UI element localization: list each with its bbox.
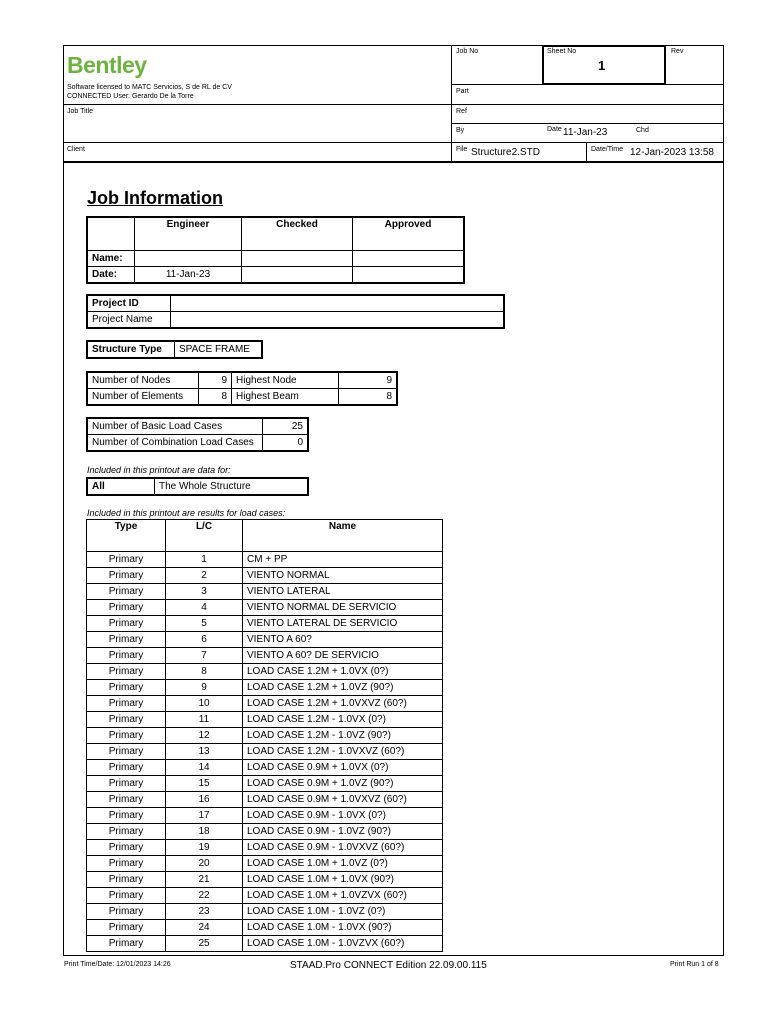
lc-number-cell: 16 [166, 792, 243, 808]
date-label: Date [547, 126, 562, 133]
lc-type-cell: Primary [87, 728, 166, 744]
lc-number-cell: 6 [166, 632, 243, 648]
lc-name-cell: LOAD CASE 1.0M - 1.0VZVX (60?) [243, 936, 443, 952]
included-data-value: The Whole Structure [155, 478, 309, 495]
table-row [87, 696, 443, 712]
lc-number-cell: 12 [166, 728, 243, 744]
lc-number-cell: 23 [166, 904, 243, 920]
lc-type-cell: Primary [87, 872, 166, 888]
lc-number-cell: 20 [166, 856, 243, 872]
lc-type-cell: Primary [87, 888, 166, 904]
col-checked: Checked [242, 217, 353, 251]
nodes-value: 9 [199, 372, 232, 389]
lc-name-cell: LOAD CASE 0.9M - 1.0VZ (90?) [243, 824, 443, 840]
col-lc: L/C [166, 520, 243, 552]
lc-type-cell: Primary [87, 616, 166, 632]
lc-number-cell: 2 [166, 568, 243, 584]
table-row [87, 840, 443, 856]
lc-name-cell: LOAD CASE 1.0M - 1.0VZ (0?) [243, 904, 443, 920]
by-label: By [456, 127, 465, 134]
lc-number-cell: 18 [166, 824, 243, 840]
structure-type-table [86, 340, 263, 359]
lc-type-cell: Primary [87, 632, 166, 648]
lc-name-cell: VIENTO LATERAL [243, 584, 443, 600]
table-row [87, 664, 443, 680]
lc-type-cell: Primary [87, 936, 166, 952]
table-row [87, 744, 443, 760]
ref-label: Ref [456, 108, 467, 115]
lc-name-cell: LOAD CASE 0.9M + 1.0VXVZ (60?) [243, 792, 443, 808]
lc-name-cell: LOAD CASE 1.2M - 1.0VZ (90?) [243, 728, 443, 744]
lc-number-cell: 5 [166, 616, 243, 632]
footer-print-run: Print Run 1 of 8 [670, 961, 719, 968]
table-row [87, 904, 443, 920]
col-approved: Approved [353, 217, 465, 251]
table-row [87, 600, 443, 616]
table-row [87, 856, 443, 872]
lc-type-cell: Primary [87, 552, 166, 568]
lc-name-cell: LOAD CASE 1.2M + 1.0VXVZ (60?) [243, 696, 443, 712]
lc-type-cell: Primary [87, 792, 166, 808]
included-data-caption: Included in this printout are data for: [87, 465, 231, 475]
project-table [86, 294, 505, 329]
lc-name-cell: LOAD CASE 0.9M + 1.0VZ (90?) [243, 776, 443, 792]
lc-type-cell: Primary [87, 904, 166, 920]
table-row [87, 808, 443, 824]
bentley-logo: Bentley [67, 52, 147, 78]
load-cases-table [86, 519, 443, 952]
lc-name-cell: VIENTO A 60? DE SERVICIO [243, 648, 443, 664]
footer-print-time: Print Time/Date: 12/01/2023 14:26 [64, 961, 171, 968]
date-value: 11-Jan-23 [563, 127, 608, 138]
lc-name-cell: LOAD CASE 1.0M + 1.0VZVX (60?) [243, 888, 443, 904]
combo-load-label: Number of Combination Load Cases [87, 435, 263, 452]
lc-number-cell: 7 [166, 648, 243, 664]
sheet-no-label: Sheet No [547, 48, 577, 55]
table-row [87, 648, 443, 664]
project-id-label: Project ID [87, 295, 171, 312]
license-line-2: CONNECTED User: Gerardo De la Torre [67, 93, 194, 100]
lc-number-cell: 9 [166, 680, 243, 696]
table-row [87, 728, 443, 744]
nodes-label: Number of Nodes [87, 372, 199, 389]
lc-type-cell: Primary [87, 584, 166, 600]
structure-type-label: Structure Type [87, 341, 175, 358]
license-line-1: Software licensed to MATC Servicios, S de RL de CV [67, 84, 232, 91]
project-name-label: Project Name [87, 312, 171, 329]
lc-name-cell: LOAD CASE 0.9M - 1.0VX (0?) [243, 808, 443, 824]
engineer-date: 11-Jan-23 [135, 267, 242, 284]
lc-number-cell: 8 [166, 664, 243, 680]
lc-name-cell: VIENTO A 60? [243, 632, 443, 648]
basic-load-value: 25 [263, 418, 309, 435]
structure-type-value: SPACE FRAME [175, 341, 263, 358]
lc-name-cell: LOAD CASE 1.2M + 1.0VZ (90?) [243, 680, 443, 696]
table-row [87, 552, 443, 568]
table-row [87, 920, 443, 936]
included-data-key: All [87, 478, 155, 495]
lc-type-cell: Primary [87, 696, 166, 712]
lc-number-cell: 10 [166, 696, 243, 712]
table-row [87, 632, 443, 648]
lc-name-cell: LOAD CASE 0.9M - 1.0VXVZ (60?) [243, 840, 443, 856]
chd-label: Chd [636, 127, 649, 134]
lc-number-cell: 21 [166, 872, 243, 888]
lc-name-cell: VIENTO NORMAL [243, 568, 443, 584]
combo-load-value: 0 [263, 435, 309, 452]
load-cases-caption: Included in this printout are results for load cases: [87, 508, 286, 518]
table-row [87, 712, 443, 728]
lc-type-cell: Primary [87, 808, 166, 824]
date-row-label: Date: [87, 267, 135, 284]
blank-cell [87, 217, 135, 251]
job-no-label: Job No [456, 48, 479, 55]
table-row [87, 792, 443, 808]
lc-type-cell: Primary [87, 744, 166, 760]
lc-number-cell: 11 [166, 712, 243, 728]
lc-name-cell: LOAD CASE 1.0M - 1.0VX (90?) [243, 920, 443, 936]
lc-number-cell: 19 [166, 840, 243, 856]
table-row [87, 888, 443, 904]
counts-table [86, 371, 398, 406]
table-row [87, 776, 443, 792]
lc-number-cell: 3 [166, 584, 243, 600]
lc-type-cell: Primary [87, 824, 166, 840]
highest-beam-value: 8 [339, 389, 398, 406]
lc-name-cell: LOAD CASE 1.0M + 1.0VX (90?) [243, 872, 443, 888]
sheet-no-value: 1 [598, 58, 606, 73]
lc-type-cell: Primary [87, 776, 166, 792]
table-row [87, 872, 443, 888]
lc-type-cell: Primary [87, 680, 166, 696]
job-title-label: Job Title [67, 108, 94, 115]
table-row [87, 616, 443, 632]
included-data-table [86, 477, 309, 496]
lc-name-cell: CM + PP [243, 552, 443, 568]
lc-name-cell: VIENTO LATERAL DE SERVICIO [243, 616, 443, 632]
elements-label: Number of Elements [87, 389, 199, 406]
name-label: Name: [87, 251, 135, 267]
lc-number-cell: 13 [166, 744, 243, 760]
lc-number-cell: 15 [166, 776, 243, 792]
lc-type-cell: Primary [87, 568, 166, 584]
datetime-value: 12-Jan-2023 13:58 [630, 147, 714, 158]
lc-type-cell: Primary [87, 664, 166, 680]
col-name: Name [243, 520, 443, 552]
load-counts-table [86, 417, 309, 452]
lc-name-cell: LOAD CASE 1.2M - 1.0VX (0?) [243, 712, 443, 728]
lc-number-cell: 17 [166, 808, 243, 824]
footer-edition: STAAD.Pro CONNECT Edition 22.09.00.115 [290, 960, 487, 971]
col-type: Type [87, 520, 166, 552]
lc-number-cell: 24 [166, 920, 243, 936]
elements-value: 8 [199, 389, 232, 406]
lc-type-cell: Primary [87, 840, 166, 856]
lc-name-cell: LOAD CASE 1.2M - 1.0VXVZ (60?) [243, 744, 443, 760]
col-engineer: Engineer [135, 217, 242, 251]
part-label: Part [456, 88, 469, 95]
rev-label: Rev [671, 48, 684, 55]
lc-number-cell: 14 [166, 760, 243, 776]
job-info-title: Job Information [87, 188, 223, 208]
lc-number-cell: 1 [166, 552, 243, 568]
table-row [87, 824, 443, 840]
table-row [87, 584, 443, 600]
basic-load-label: Number of Basic Load Cases [87, 418, 263, 435]
lc-name-cell: LOAD CASE 0.9M + 1.0VX (0?) [243, 760, 443, 776]
highest-beam-label: Highest Beam [232, 389, 339, 406]
lc-name-cell: LOAD CASE 1.2M + 1.0VX (0?) [243, 664, 443, 680]
lc-type-cell: Primary [87, 712, 166, 728]
lc-type-cell: Primary [87, 856, 166, 872]
client-label: Client [67, 146, 85, 153]
datetime-label: Date/Time [591, 146, 624, 153]
lc-number-cell: 4 [166, 600, 243, 616]
file-value: Structure2.STD [471, 147, 540, 158]
highest-node-label: Highest Node [232, 372, 339, 389]
lc-name-cell: VIENTO NORMAL DE SERVICIO [243, 600, 443, 616]
lc-name-cell: LOAD CASE 1.0M + 1.0VZ (0?) [243, 856, 443, 872]
lc-number-cell: 22 [166, 888, 243, 904]
highest-node-value: 9 [339, 372, 398, 389]
lc-type-cell: Primary [87, 920, 166, 936]
lc-type-cell: Primary [87, 648, 166, 664]
table-row [87, 936, 443, 952]
table-row [87, 680, 443, 696]
lc-type-cell: Primary [87, 600, 166, 616]
table-row [87, 568, 443, 584]
job-info-table [86, 216, 465, 284]
file-label: File [456, 146, 468, 153]
lc-type-cell: Primary [87, 760, 166, 776]
lc-number-cell: 25 [166, 936, 243, 952]
table-row [87, 760, 443, 776]
